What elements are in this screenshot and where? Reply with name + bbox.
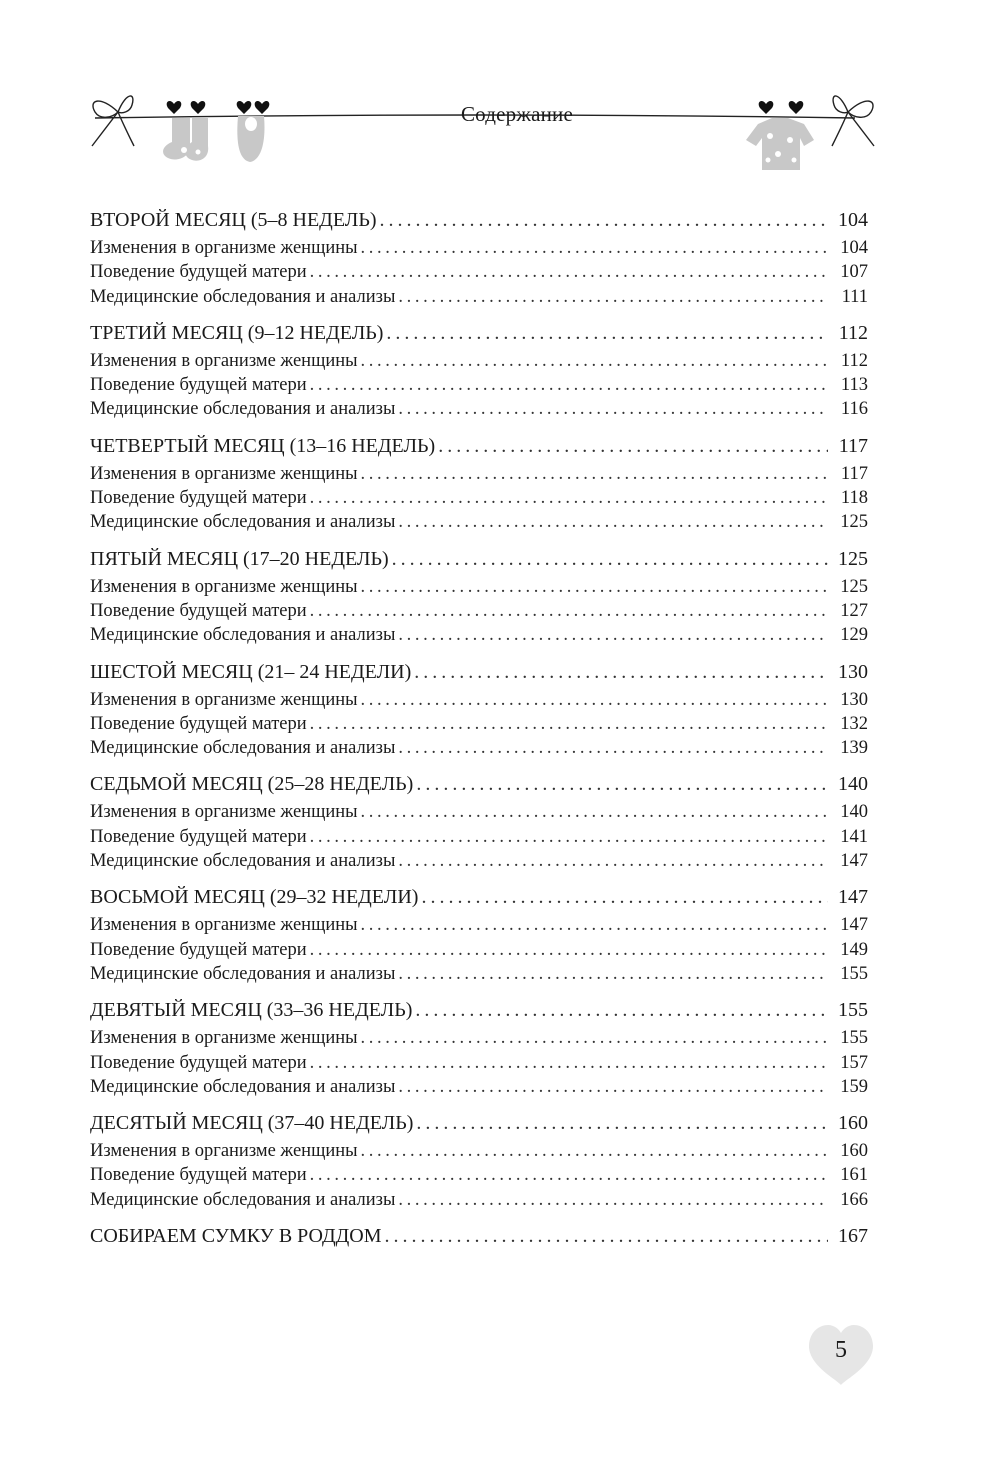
- dot-leader: [361, 462, 828, 486]
- subsection-row[interactable]: [90, 736, 868, 760]
- dot-leader: [438, 431, 828, 462]
- subsection-row[interactable]: [90, 913, 868, 937]
- chapter-title: ВОСЬМОЙ МЕСЯЦ (29–32 НЕДЕЛИ): [90, 886, 419, 909]
- subsection-page-number: 160: [840, 1141, 868, 1162]
- toc-section: [90, 318, 868, 422]
- subsection-row[interactable]: [90, 712, 868, 736]
- dot-leader: [386, 318, 828, 349]
- toc-section: [90, 769, 868, 873]
- dot-leader: [398, 736, 828, 760]
- chapter-row[interactable]: [90, 1221, 868, 1252]
- dot-leader: [361, 1026, 828, 1050]
- subsection-title: Изменения в организме женщины: [90, 689, 358, 710]
- chapter-row[interactable]: [90, 882, 868, 913]
- subsection-title: Поведение будущей матери: [90, 600, 307, 621]
- subsection-row[interactable]: [90, 1026, 868, 1050]
- subsection-title: Медицинские обследования и анализы: [90, 738, 396, 759]
- page-title: Содержание: [460, 102, 574, 126]
- subsection-row[interactable]: [90, 1163, 868, 1187]
- dot-leader: [398, 623, 828, 647]
- table-of-contents: [90, 205, 868, 1252]
- chapter-page-number: 104: [838, 209, 868, 231]
- chapter-title: ТРЕТИЙ МЕСЯЦ (9–12 НЕДЕЛЬ): [90, 321, 384, 344]
- chapter-title: СОБИРАЕМ СУМКУ В РОДДОМ: [90, 1225, 382, 1248]
- chapter-row[interactable]: [90, 657, 868, 688]
- subsection-row[interactable]: [90, 849, 868, 873]
- subsection-page-number: 125: [840, 512, 868, 533]
- subsection-page-number: 155: [840, 963, 868, 984]
- chapter-row[interactable]: [90, 205, 868, 236]
- chapter-row[interactable]: [90, 1108, 868, 1139]
- chapter-row[interactable]: [90, 431, 868, 462]
- subsection-title: Медицинские обследования и анализы: [90, 963, 396, 984]
- dot-leader: [398, 962, 828, 986]
- dot-leader: [421, 882, 828, 913]
- dot-leader: [361, 1139, 828, 1163]
- subsection-title: Поведение будущей матери: [90, 826, 307, 847]
- chapter-page-number: 112: [838, 321, 868, 344]
- dot-leader: [310, 825, 828, 849]
- chapter-title: ВТОРОЙ МЕСЯЦ (5–8 НЕДЕЛЬ): [90, 209, 377, 231]
- dot-leader: [361, 575, 828, 599]
- subsection-row[interactable]: [90, 510, 868, 534]
- subsection-row[interactable]: [90, 1075, 868, 1099]
- dot-leader: [398, 1075, 828, 1099]
- subsection-row[interactable]: [90, 285, 868, 309]
- subsection-page-number: 107: [840, 262, 868, 283]
- subsection-page-number: 112: [840, 350, 868, 371]
- subsection-title: Изменения в организме женщины: [90, 350, 358, 371]
- dot-leader: [310, 1163, 828, 1187]
- chapter-page-number: 130: [838, 660, 868, 683]
- dot-leader: [415, 995, 828, 1026]
- dot-leader: [310, 1051, 828, 1075]
- dot-leader: [398, 510, 828, 534]
- dot-leader: [398, 849, 828, 873]
- chapter-page-number: 155: [838, 999, 868, 1022]
- chapter-title: ДЕСЯТЫЙ МЕСЯЦ (37–40 НЕДЕЛЬ): [90, 1112, 414, 1135]
- subsection-row[interactable]: [90, 462, 868, 486]
- subsection-page-number: 149: [840, 939, 868, 960]
- subsection-title: Изменения в организме женщины: [90, 238, 358, 258]
- dot-leader: [416, 769, 828, 800]
- subsection-title: Медицинские обследования и анализы: [90, 399, 396, 420]
- dot-leader: [310, 260, 828, 284]
- subsection-row[interactable]: [90, 236, 868, 260]
- subsection-row[interactable]: [90, 1139, 868, 1163]
- chapter-page-number: 140: [838, 773, 868, 796]
- chapter-title: ПЯТЫЙ МЕСЯЦ (17–20 НЕДЕЛЬ): [90, 547, 389, 570]
- subsection-row[interactable]: [90, 373, 868, 397]
- subsection-page-number: 118: [840, 488, 868, 509]
- subsection-title: Медицинские обследования и анализы: [90, 625, 396, 646]
- subsection-title: Медицинские обследования и анализы: [90, 512, 396, 533]
- subsection-page-number: 157: [840, 1052, 868, 1073]
- toc-section: [90, 882, 868, 986]
- subsection-page-number: 147: [840, 851, 868, 872]
- page-header: [0, 0, 1000, 190]
- subsection-page-number: 166: [840, 1189, 868, 1210]
- toc-section: [90, 657, 868, 761]
- page-number-badge: [806, 1323, 876, 1387]
- chapter-page-number: 125: [838, 547, 868, 570]
- subsection-page-number: 116: [840, 399, 868, 420]
- subsection-title: Поведение будущей матери: [90, 1052, 307, 1073]
- chapter-title: ЧЕТВЕРТЫЙ МЕСЯЦ (13–16 НЕДЕЛЬ): [90, 434, 436, 457]
- subsection-page-number: 139: [840, 738, 868, 759]
- subsection-row[interactable]: [90, 1051, 868, 1075]
- subsection-row[interactable]: [90, 623, 868, 647]
- subsection-row[interactable]: [90, 962, 868, 986]
- subsection-title: Изменения в организме женщины: [90, 915, 358, 936]
- dot-leader: [310, 599, 828, 623]
- chapter-title: ДЕВЯТЫЙ МЕСЯЦ (33–36 НЕДЕЛЬ): [90, 999, 413, 1022]
- subsection-row[interactable]: [90, 825, 868, 849]
- subsection-title: Изменения в организме женщины: [90, 1028, 358, 1049]
- subsection-row[interactable]: [90, 688, 868, 712]
- dot-leader: [361, 688, 828, 712]
- dot-leader: [379, 205, 828, 236]
- chapter-row[interactable]: [90, 769, 868, 800]
- dot-leader: [398, 397, 828, 421]
- subsection-page-number: 125: [840, 576, 868, 597]
- subsection-page-number: 129: [840, 625, 868, 646]
- subsection-page-number: 147: [840, 915, 868, 936]
- subsection-row[interactable]: [90, 938, 868, 962]
- subsection-page-number: 130: [840, 689, 868, 710]
- chapter-page-number: 160: [838, 1112, 868, 1135]
- subsection-row[interactable]: [90, 599, 868, 623]
- dot-leader: [361, 913, 828, 937]
- subsection-title: Поведение будущей матери: [90, 488, 307, 509]
- subsection-page-number: 113: [840, 375, 868, 396]
- chapter-row[interactable]: [90, 318, 868, 349]
- subsection-title: Поведение будущей матери: [90, 375, 307, 396]
- subsection-page-number: 141: [840, 826, 868, 847]
- toc-section: [90, 1108, 868, 1212]
- subsection-row[interactable]: [90, 397, 868, 421]
- subsection-title: Поведение будущей матери: [90, 713, 307, 734]
- subsection-row[interactable]: [90, 1188, 868, 1212]
- chapter-title: СЕДЬМОЙ МЕСЯЦ (25–28 НЕДЕЛЬ): [90, 773, 414, 796]
- subsection-row[interactable]: [90, 260, 868, 284]
- chapter-page-number: 167: [838, 1225, 868, 1248]
- chapter-page-number: 117: [838, 434, 868, 457]
- clothesline-ornament: [0, 0, 1000, 190]
- chapter-page-number: 147: [838, 886, 868, 909]
- subsection-page-number: 161: [840, 1165, 868, 1186]
- subsection-page-number: 159: [840, 1076, 868, 1097]
- subsection-title: Медицинские обследования и анализы: [90, 286, 396, 307]
- subsection-row[interactable]: [90, 349, 868, 373]
- subsection-page-number: 104: [840, 238, 868, 258]
- subsection-title: Изменения в организме женщины: [90, 463, 358, 484]
- subsection-page-number: 117: [840, 463, 868, 484]
- dot-leader: [414, 657, 828, 688]
- chapter-row[interactable]: [90, 544, 868, 575]
- toc-section: [90, 1221, 868, 1252]
- subsection-title: Медицинские обследования и анализы: [90, 1076, 396, 1097]
- dot-leader: [361, 349, 828, 373]
- toc-section: [90, 544, 868, 648]
- subsection-title: Медицинские обследования и анализы: [90, 1189, 396, 1210]
- subsection-row[interactable]: [90, 800, 868, 824]
- subsection-title: Поведение будущей матери: [90, 939, 307, 960]
- subsection-page-number: 111: [841, 286, 868, 307]
- chapter-row[interactable]: [90, 995, 868, 1026]
- subsection-row[interactable]: [90, 486, 868, 510]
- subsection-page-number: 155: [840, 1028, 868, 1049]
- dot-leader: [398, 1188, 828, 1212]
- chapter-title: ШЕСТОЙ МЕСЯЦ (21– 24 НЕДЕЛИ): [90, 660, 412, 683]
- subsection-page-number: 132: [840, 713, 868, 734]
- subsection-title: Изменения в организме женщины: [90, 1141, 358, 1162]
- toc-section: [90, 431, 868, 535]
- subsection-row[interactable]: [90, 575, 868, 599]
- toc-section: [90, 205, 868, 309]
- dot-leader: [310, 938, 828, 962]
- dot-leader: [310, 373, 828, 397]
- subsection-title: Поведение будущей матери: [90, 262, 307, 283]
- dot-leader: [385, 1221, 828, 1252]
- subsection-title: Медицинские обследования и анализы: [90, 851, 396, 872]
- subsection-title: Изменения в организме женщины: [90, 802, 358, 823]
- dot-leader: [310, 486, 828, 510]
- subsection-title: Поведение будущей матери: [90, 1165, 307, 1186]
- dot-leader: [361, 800, 828, 824]
- dot-leader: [398, 285, 828, 309]
- dot-leader: [416, 1108, 828, 1139]
- dot-leader: [392, 544, 828, 575]
- dot-leader: [361, 236, 828, 260]
- dot-leader: [310, 712, 828, 736]
- toc-section: [90, 995, 868, 1099]
- page-number: 5: [835, 1337, 847, 1363]
- subsection-title: Изменения в организме женщины: [90, 576, 358, 597]
- subsection-page-number: 140: [840, 802, 868, 823]
- subsection-page-number: 127: [840, 600, 868, 621]
